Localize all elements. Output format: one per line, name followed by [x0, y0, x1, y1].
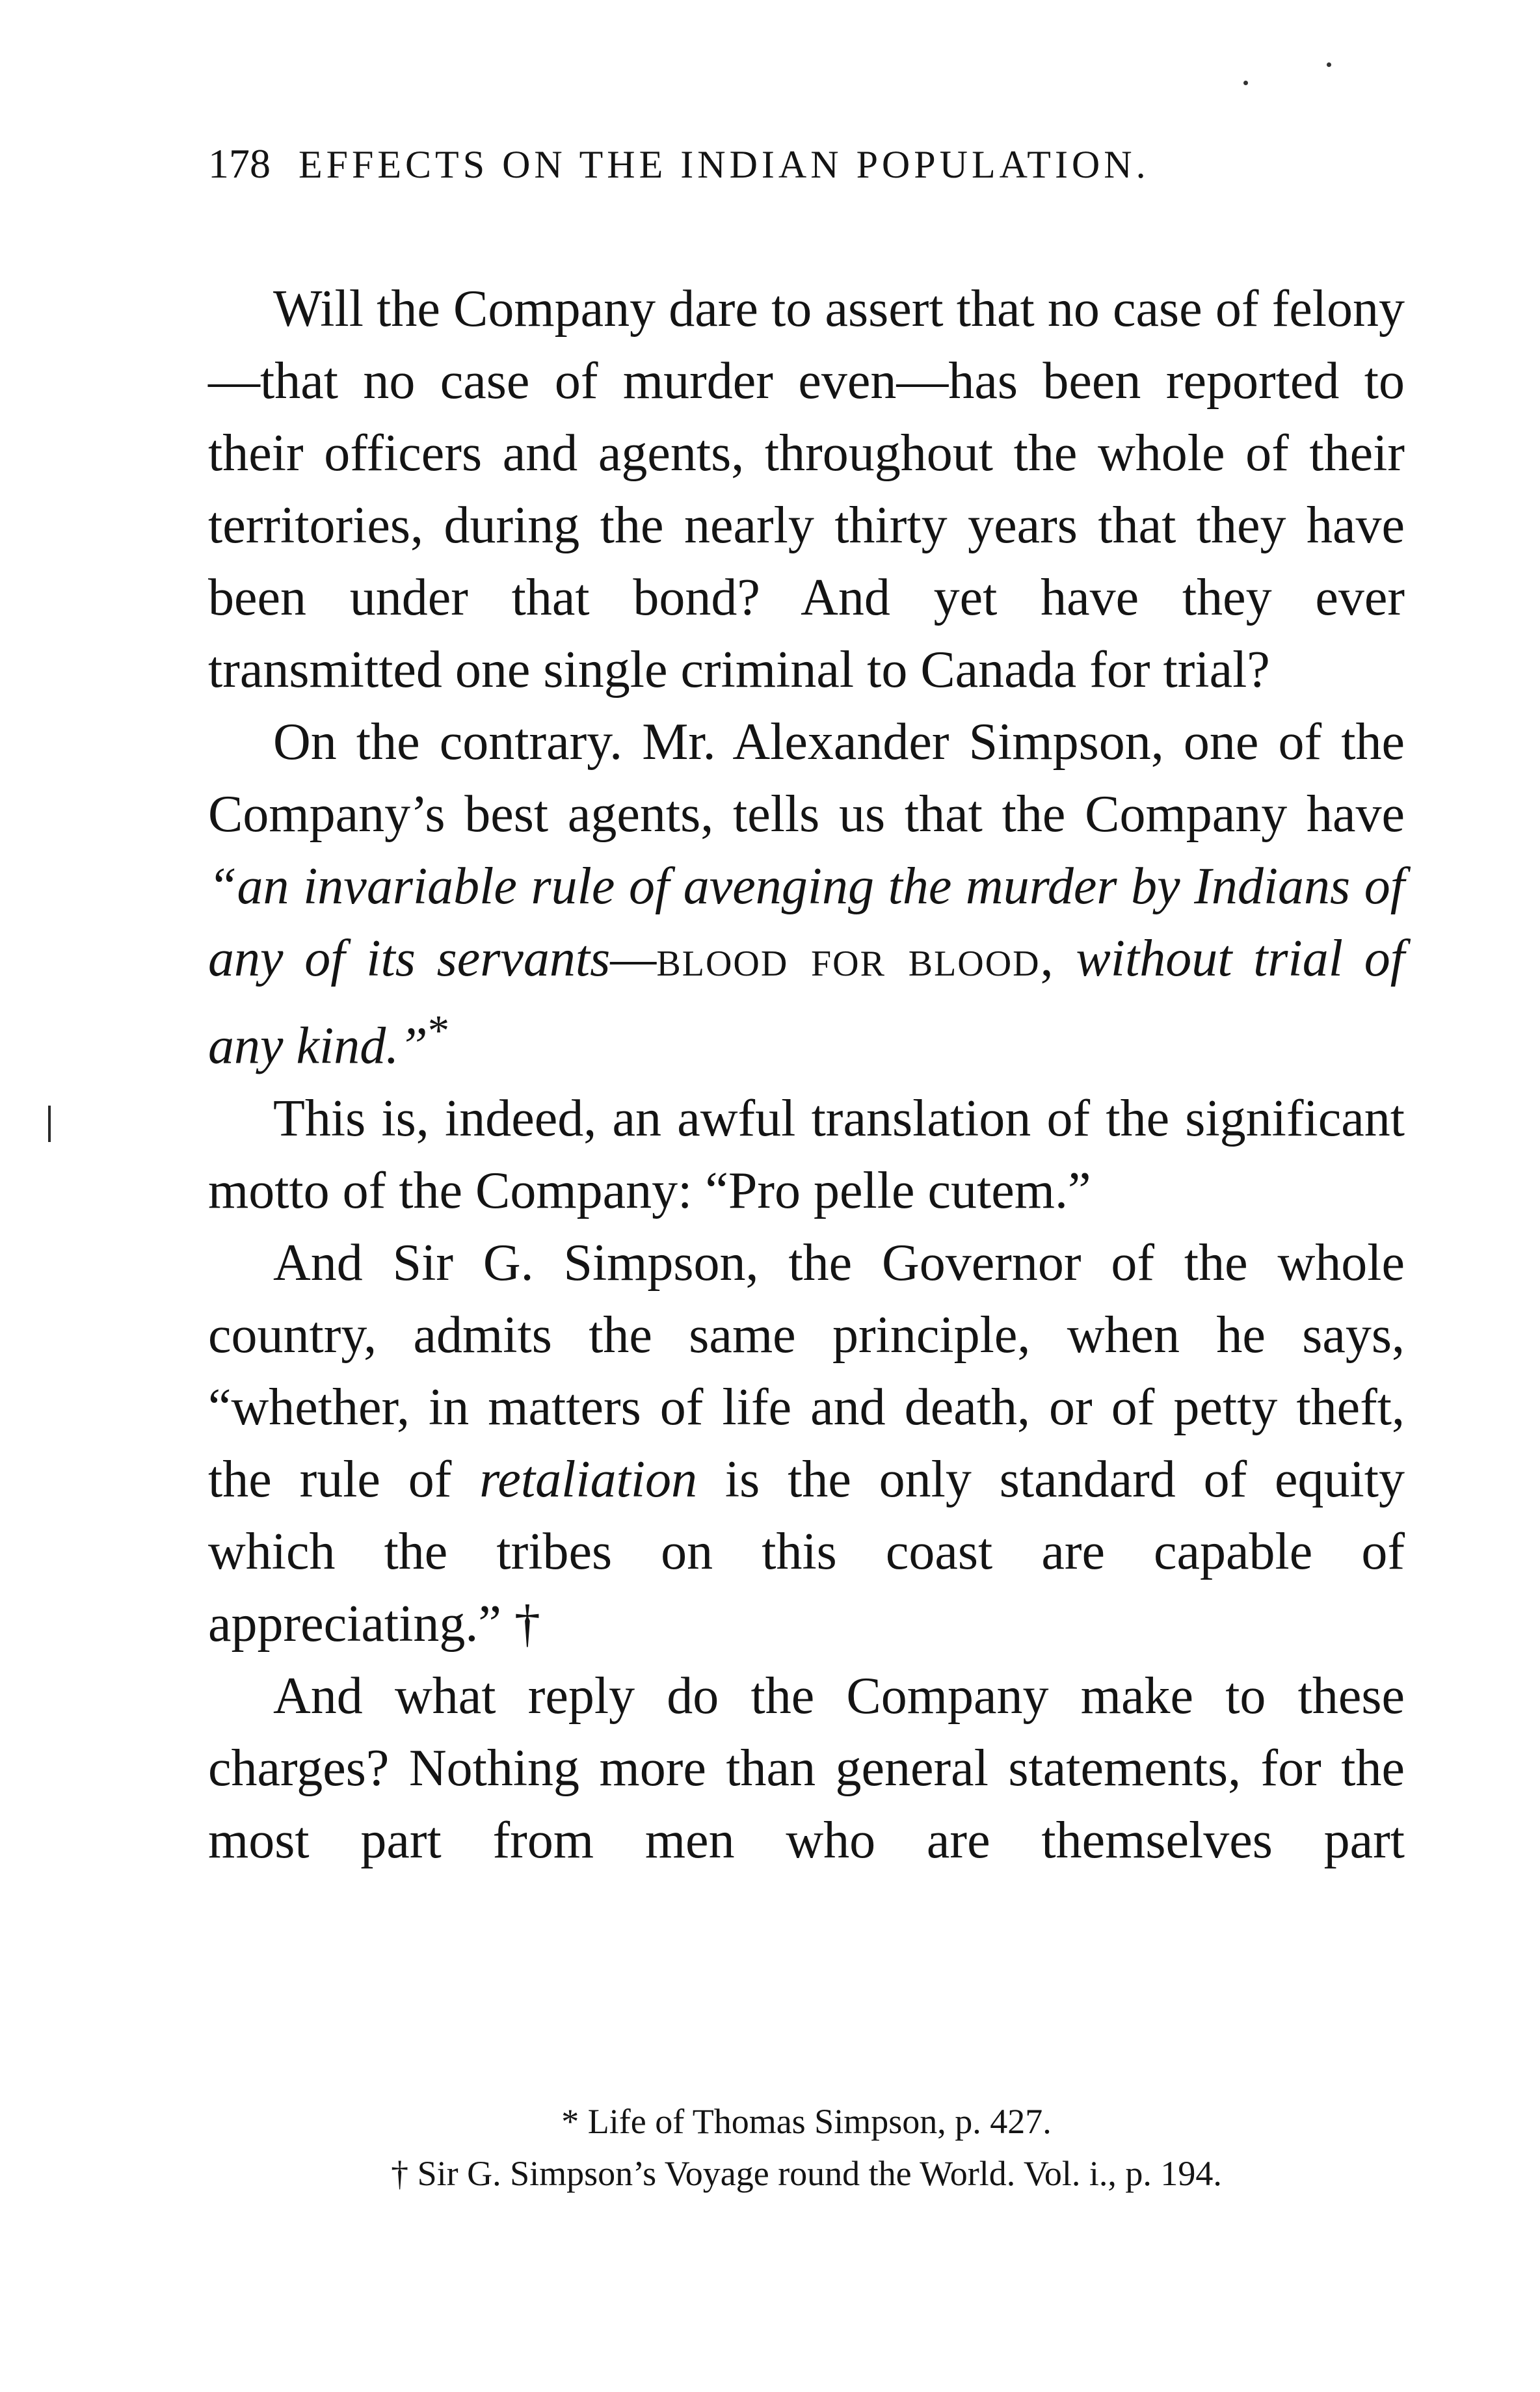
paper-speck: [1327, 62, 1331, 67]
quoted-rule-end: without trial of any kind.”: [208, 930, 1405, 1075]
quoted-rule: “an invariable rule of avenging the murder by Indians of any of its servants—: [208, 858, 1405, 987]
running-title: EFFECTS ON THE INDIAN POPULATION.: [299, 143, 1150, 186]
paragraph-5: And what reply do the Company make to these charges? Nothing more than general statements, for the most part from men who are themselves part: [208, 1667, 1405, 1869]
paragraph-2: [208, 706, 1405, 1083]
paragraph-4-text-end: is the only standard of equity which the tribes on this coast are capable of appreciating.”: [208, 1450, 1405, 1653]
blood-for-blood: blood for blood,: [656, 930, 1055, 987]
paragraph-4-text: And Sir G. Simpson, the Governor of the whole country, admits the same principle, when he says, “whether, in matters of life and death, or of petty theft, the rule of: [208, 1234, 1405, 1508]
paragraph-1: Will the Company dare to assert that no case of felony—that no case of murder even—has been reported to their officers and agents, throughout the whole of their territories, during the nearly thirty years that they have been under that bond? And yet have they ever transmitted one single criminal to Canada for trial?: [208, 280, 1405, 698]
footnote-marker-asterisk: *: [427, 1007, 450, 1055]
footnote-marker-dagger: †: [514, 1595, 540, 1653]
margin-mark: [48, 1106, 51, 1142]
body-text: [208, 273, 1405, 1877]
retaliation-word: retaliation: [479, 1450, 698, 1508]
footnote-1: * Life of Thomas Simpson, p. 427.: [561, 2102, 1052, 2141]
running-head: [208, 138, 1418, 191]
footnote-2: † Sir G. Simpson’s Voyage round the World. Vol. i., p. 194.: [391, 2154, 1222, 2193]
page-number: 178: [208, 140, 271, 187]
paragraph-2-text: On the contrary. Mr. Alexander Simpson, one of the Company’s best agents, tells us that the Company have: [208, 713, 1405, 843]
paragraph-4: [208, 1227, 1405, 1660]
footnotes: [208, 2095, 1405, 2199]
paper-speck: [1243, 81, 1248, 85]
paragraph-3: This is, indeed, an awful translation of the significant motto of the Company: “Pro pelle cutem.”: [208, 1089, 1405, 1219]
